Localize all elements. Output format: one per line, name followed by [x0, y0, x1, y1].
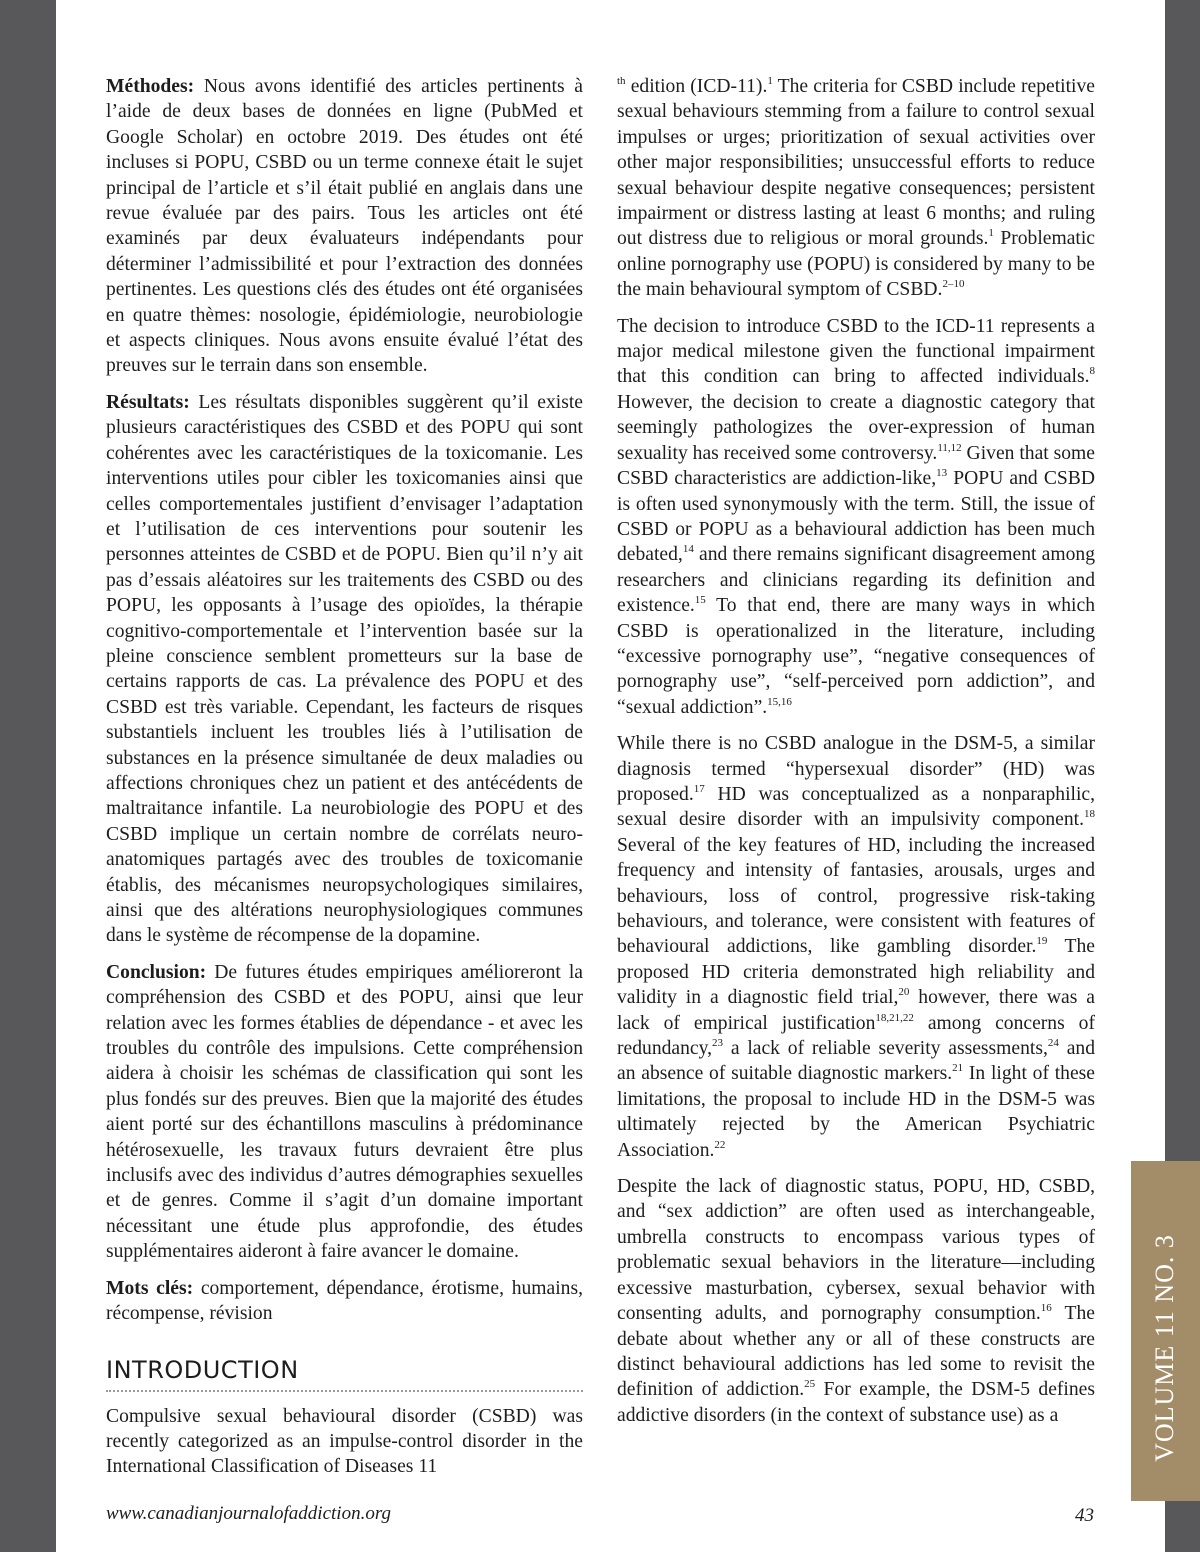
intro-p3-text: While there is no CSBD analogue in the DSM-5, a similar diagnosis termed “hypersexual disorder” (HD) was proposed. — [617, 733, 1095, 805]
intro-paragraph-2 — [617, 314, 1095, 721]
abstract-keywords — [106, 1276, 583, 1327]
methods-label: Méthodes: — [106, 76, 195, 97]
intro-p3-text: however, there was a lack of empirical justification — [617, 987, 1096, 1034]
intro-p3-text: and an absence of suitable diagnostic markers. — [617, 1038, 1095, 1085]
results-text: Les résultats disponibles suggèrent qu’il existe plusieurs caractéristiques des CSBD et des POPU qui sont cohérentes avec les caractéristiques de la toxicomanie. Les interventions utiles pour cibler les toxicomanies ainsi que celles comportementales justifient d’envisager l’adaptation et l’utilisation de ces interventions pour soutenir les personnes atteintes de CSBD et de POPU. Bien qu’il n’y ait pas d’essais aléatoires sur les traitements des CSBD ou des POPU, les opposants à l’usage des opioïdes, la thérapie cognitivo-comportementale et l’intervention basée sur la pleine conscience semblent prometteurs sur la base de certains rapports de cas. La prévalence des POPU et des CSBD est très variable. Cependant, les facteurs de risques substantiels incluent les troubles liés à l’utilisation de substances en la présence simultanée de deux maladies ou affections chroniques chez un patient et des antécédents de maltraitance infantile. La neurobiologie des POPU et des CSBD implique un certain nombre de corrélats neuroanatomiques partagés avec des troubles de toxicomanie établis, des mécanismes neuropsychologiques similaires, ainsi que des altérations neurophysiologiques communes dans le système de récompense de la dopamine. — [106, 391, 583, 947]
keywords-label: Mots clés: — [106, 1277, 194, 1299]
citation-superscript: 2–10 — [942, 278, 965, 291]
citation-superscript: 22 — [714, 1138, 726, 1151]
intro-p3-text: among concerns of redundancy, — [617, 1012, 1095, 1060]
abstract-methods — [106, 74, 583, 379]
abstract-conclusion — [106, 960, 583, 1265]
intro-p1-text-a: Compulsive sexual behavioural disorder (CSBD) was recently categorized as an impulse-control disorder in the International Classification of Diseases 11 — [106, 1405, 583, 1478]
citation-superscript: 13 — [936, 467, 948, 480]
citation-superscript: 17 — [693, 782, 705, 795]
intro-p2-text: The decision to introduce CSBD to the ICD-11 represents a major medical milestone given the functional impairment that this condition can bring to affected individuals. — [617, 315, 1095, 388]
abstract-results — [106, 390, 583, 949]
keywords-text: comportement, dépendance, érotisme, humains, récompense, révision — [106, 1277, 583, 1325]
citation-superscript: 21 — [952, 1062, 964, 1075]
intro-paragraph-1-cont — [617, 74, 1095, 303]
intro-p1-text-d: Problematic online pornography use (POPU) is considered by many to be the main behavioural symptom of CSBD. — [617, 228, 1096, 301]
superscript: th — [617, 75, 626, 87]
intro-paragraph-4 — [617, 1174, 1095, 1428]
intro-p3-text: The proposed HD criteria demonstrated high reliability and validity in a diagnostic field trial, — [617, 936, 1095, 1009]
citation-superscript: 11,12 — [937, 441, 962, 454]
results-label: Résultats: — [106, 391, 190, 413]
conclusion-text: De futures études empiriques amélioreront la compréhension des CSBD et des POPU, ainsi que leur relation avec les formes établies de dépendance - et avec les troubles du contrôle des impulsions. Cette compréhension aidera à choisir les schémas de classification qui sont les plus fondés sur des preuves. Bien que la majorité des études aient porté sur des échantillons masculins à prédominance hétérosexuelle, les travaux futurs devraient être plus inclusifs avec des individus d’autres démographies sexuelles et de genres. Comme il s’agit d’un domaine important nécessitant une étude plus approfondie, des études supplémentaires aideront à faire avancer le domaine. — [106, 961, 583, 1263]
right-column — [617, 74, 1095, 1439]
citation-superscript: 1 — [767, 75, 773, 87]
volume-label: VOLUME 11 NO. 3 — [1150, 1234, 1179, 1462]
intro-p3-text: In light of these limitations, the proposal to include HD in the DSM-5 was ultimately rejected by the American Psychiatric Association. — [617, 1063, 1095, 1161]
citation-superscript: 16 — [1040, 1302, 1052, 1315]
citation-superscript: 8 — [1089, 365, 1095, 378]
citation-superscript: 23 — [712, 1037, 724, 1050]
introduction-heading: INTRODUCTION — [106, 1355, 583, 1392]
intro-paragraph-3 — [617, 731, 1095, 1163]
conclusion-label: Conclusion: — [106, 961, 207, 983]
citation-superscript: 19 — [1036, 935, 1048, 948]
intro-p2-text: To that end, there are many ways in which CSBD is operationalized in the literature, including “excessive pornography use”, “negative consequences of pornography use”, “self-perceived porn addiction”, and “sexual addiction”. — [617, 595, 1095, 718]
left-column — [106, 74, 583, 1491]
intro-p2-text: and there remains significant disagreement among researchers and clinicians regarding its definition and existence. — [617, 544, 1095, 617]
citation-superscript: 24 — [1047, 1037, 1059, 1050]
intro-p4-text: For example, the DSM-5 defines addictive disorders (in the context of substance use) as a — [617, 1379, 1095, 1426]
citation-superscript: 25 — [804, 1378, 816, 1391]
intro-p2-text: However, the decision to create a diagnostic category that seemingly pathologizes the over-expression of human sexuality has received some controversy. — [617, 391, 1095, 464]
citation-superscript: 20 — [898, 986, 910, 999]
citation-superscript: 1 — [988, 227, 994, 240]
citation-superscript: 15 — [694, 594, 706, 607]
intro-p1-text-c: The criteria for CSBD include repetitive sexual behaviours stemming from a failure to control sexual impulses or urges; prioritization of sexual activities over other major responsibilities; unsuccessful efforts to reduce sexual behaviour despite negative consequences; persistent impairment or distress lasting at least 6 months; and ruling out distress due to religious or moral grounds. — [617, 76, 1095, 250]
methods-text: Nous avons identifié des articles pertinents à l’aide de deux bases de données en ligne (PubMed et Google Scholar) en octobre 2019. Des études ont été incluses si POPU, CSBD ou un terme connexe était le sujet principal de l’article et s’il était publié en anglais dans une revue évaluée par des pairs. Tous les articles ont été examinés par deux évaluateurs indépendants pour déterminer l’admissibilité et pour l’extraction des données pertinentes. Les questions clés des études ont été organisées en quatre thèmes: nosologie, épidémiologie, neurobiologie et aspects cliniques. Nous avons ensuite évalué l’état des preuves sur le terrain dans son ensemble. — [106, 76, 583, 377]
intro-paragraph-1-start — [106, 1404, 583, 1480]
intro-p1-text-b: edition (ICD-11). — [625, 76, 768, 97]
intro-p3-text: a lack of reliable severity assessments, — [723, 1038, 1048, 1060]
intro-p4-text: Despite the lack of diagnostic status, POPU, HD, CSBD, and “sex addiction” are often used as interchangeable, umbrella constructs to encompass various types of problematic sexual behaviors in the literature—including excessive masturbation, cybersex, sexual behavior with consenting adults, and pornography consumption. — [617, 1176, 1095, 1325]
intro-p3-text: HD was conceptualized as a nonparaphilic, sexual desire disorder with an impulsivity component. — [617, 783, 1095, 831]
footer-website-link[interactable]: www.canadianjournalofaddiction.org — [106, 1503, 392, 1524]
citation-superscript: 14 — [682, 543, 694, 556]
intro-p2-text: POPU and CSBD is often used synonymously with the term. Still, the issue of CSBD or POPU as a behavioural addiction has been much debated, — [617, 468, 1095, 566]
citation-superscript: 18 — [1084, 808, 1095, 821]
volume-side-tab — [1131, 1161, 1200, 1501]
intro-p2-text: Given that some CSBD characteristics are addiction-like, — [617, 442, 1095, 490]
intro-p4-text: The debate about whether any or all of these constructs are distinct behavioural addictions has led some to revisit the definition of addiction. — [617, 1303, 1095, 1401]
intro-p3-text: Several of the key features of HD, including the increased frequency and intensity of fantasies, arousals, urges and behaviours, loss of control, progressive risk-taking behaviours, and tolerance, were consistent with features of behavioural addictions, like gambling disorder. — [617, 834, 1095, 958]
page-number: 43 — [1075, 1505, 1094, 1526]
citation-superscript: 15,16 — [767, 695, 792, 708]
citation-superscript: 18,21,22 — [875, 1011, 914, 1024]
